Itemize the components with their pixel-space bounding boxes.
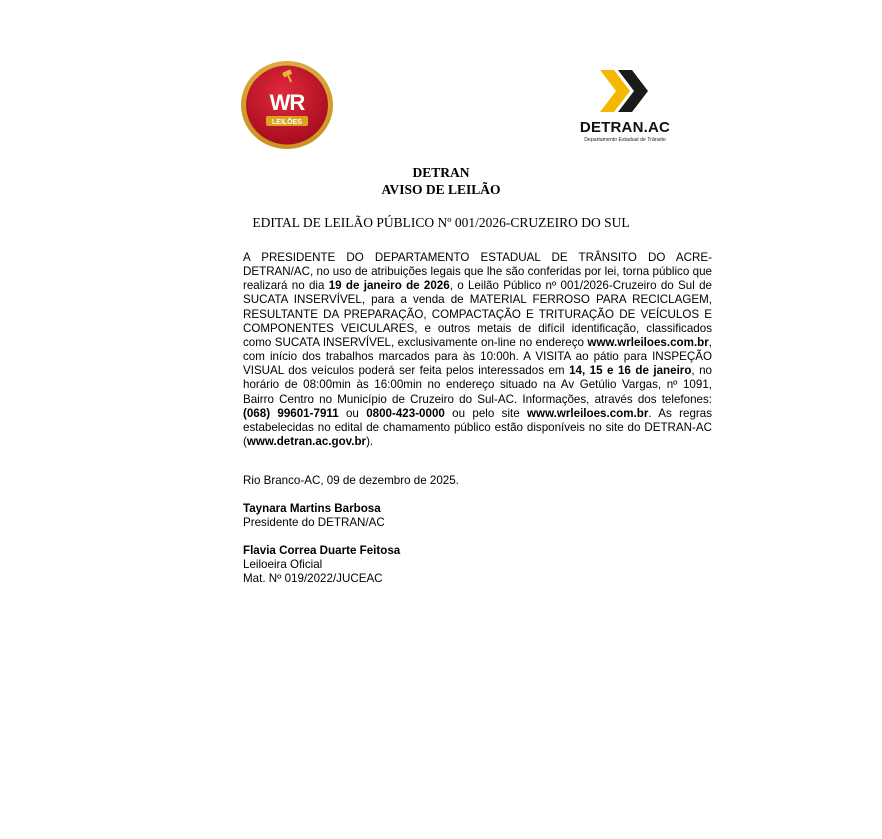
detran-website: www.detran.ac.gov.br (246, 435, 367, 449)
signer2-name: Flavia Correa Duarte Feitosa (243, 544, 401, 557)
signer1-name: Taynara Martins Barbosa (243, 502, 381, 515)
edital-title: EDITAL DE LEILÃO PÚBLICO Nº 001/2026-CRUZEIRO DO SUL (252, 215, 630, 230)
phone-number-tollfree: 0800-423-0000 (366, 406, 445, 420)
chevron-logo-icon (596, 68, 652, 114)
notice-paragraph (243, 251, 712, 449)
signer2-role: Leiloeira Oficial (243, 558, 323, 571)
wr-logo-subtext: LEILÕES (272, 119, 302, 126)
paragraph-text: ou (338, 406, 367, 420)
signer1-role: Presidente do DETRAN/AC (243, 516, 385, 529)
wr-logo-text: WR (269, 90, 305, 115)
detran-logo-word: DETRAN.AC (579, 119, 671, 136)
wr-leiloes-logo (240, 60, 334, 150)
auction-website: www.wrleiloes.com.br (587, 335, 709, 349)
signer2-registration: Mat. Nº 019/2022/JUCEAC (243, 572, 383, 585)
heading-aviso: AVISO DE LEILÃO (381, 182, 501, 197)
visit-dates: 14, 15 e 16 de janeiro (569, 364, 692, 378)
phone-number: (068) 99601-7911 (243, 406, 339, 420)
date-line: Rio Branco-AC, 09 de dezembro de 2025. (243, 474, 459, 487)
paragraph-text: , o Leilão Público nº 001/2026-Cruzeiro do Sul de SUCATA INSERVÍVEL, para a venda de MATERIAL FERROSO PARA RECICLAGEM, RESULTANTE DA PREPARAÇÃO, COMPACTAÇÃO E TRITURAÇÃO DE VEÍCULOS E COMPONENTES VEICULARES, e outros metais de difícil identificação, classificados como SUCATA INSERVÍVEL, exclusivamente on-line no endereço (243, 279, 712, 349)
paragraph-text: ). (366, 435, 374, 449)
paragraph-text: . As regras estabelecidas no edital de chamamento público estão disponíveis no site do DETRAN-AC ( (243, 406, 712, 449)
auction-website-2: www.wrleiloes.com.br (527, 406, 649, 420)
paragraph-text: ou pelo site (444, 406, 528, 420)
detran-ac-logo (574, 68, 676, 146)
paragraph-text: A PRESIDENTE DO DEPARTAMENTO ESTADUAL DE TRÂNSITO DO ACRE-DETRAN/AC, no uso de atribuições legais que lhe são conferidas por lei, torna público que realizará no dia (243, 251, 712, 293)
paragraph-text: , com início dos trabalhos marcados para às 10:00h. A VISITA ao pátio para INSPEÇÃO VISUAL dos veículos poderá ser feita pelos interessados em (243, 335, 712, 378)
heading-detran: DETRAN (412, 165, 470, 180)
auction-date: 19 de janeiro de 2026 (328, 279, 450, 293)
paragraph-text: , no horário de 08:00min às 16:00min no endereço situado na Av Getúlio Vargas, nº 1091, Bairro Centro no Município de Cruzeiro do Sul-AC. Informações, através dos telefones: (243, 364, 713, 406)
detran-logo-subtitle: Departamento Estadual de Trânsito (584, 137, 666, 143)
